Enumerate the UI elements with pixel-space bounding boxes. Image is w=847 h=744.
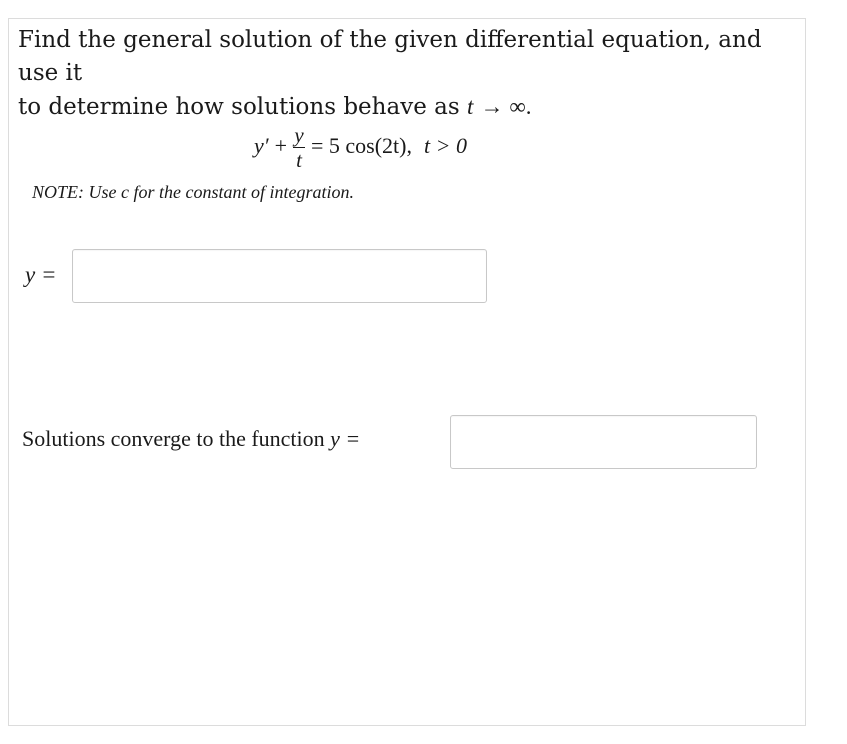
equation-plus: + <box>274 133 287 158</box>
convergence-label <box>22 426 360 452</box>
equation-fraction <box>293 124 305 171</box>
prompt-arrow-infinity: → ∞. <box>480 94 532 119</box>
general-solution-input[interactable] <box>72 249 487 303</box>
answer1-label: y = <box>25 262 57 287</box>
integration-constant-note: NOTE: Use c for the constant of integration. <box>32 182 354 202</box>
limit-function-input[interactable] <box>450 415 757 469</box>
equation-condition: t > 0 <box>424 133 467 158</box>
convergence-label-var: y = <box>330 426 361 451</box>
prompt-line-2-prefix: to determine how solutions behave as <box>18 94 460 120</box>
fraction-numerator: y <box>294 122 304 147</box>
fraction-denominator: t <box>296 147 302 172</box>
prompt-variable: t <box>466 94 474 119</box>
equation-y-prime: y′ <box>254 133 269 158</box>
differential-equation <box>254 118 467 174</box>
convergence-label-text: Solutions converge to the function <box>22 426 325 451</box>
equation-rhs: = 5 cos(2t), <box>311 133 412 158</box>
prompt-line-1: Find the general solution of the given differential equation, and use it <box>18 27 762 86</box>
problem-prompt <box>18 24 793 124</box>
